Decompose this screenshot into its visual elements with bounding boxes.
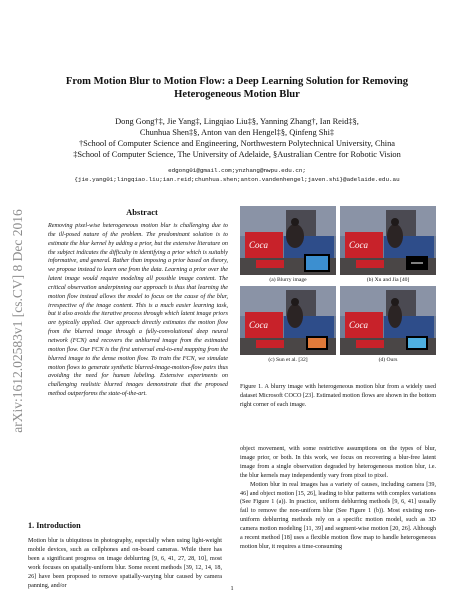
- email-line-1: edgong01@gmail.com;ynzhang@nwpu.edu.cn;: [168, 167, 306, 174]
- street-scene-image: [240, 286, 336, 355]
- street-scene-image: [240, 206, 336, 275]
- arxiv-stamp: arXiv:1612.02583v1 [cs.CV] 8 Dec 2016: [10, 209, 25, 433]
- svg-text:Coca: Coca: [349, 240, 368, 250]
- svg-text:Coca: Coca: [249, 320, 268, 330]
- author-line-2: Chunhua Shen‡§, Anton van den Hengel‡§, Qinfeng Shi‡: [139, 128, 335, 137]
- introduction-heading: 1. Introduction: [28, 521, 81, 530]
- svg-text:Coca: Coca: [349, 320, 368, 330]
- figure-panel-blurry: [240, 206, 336, 275]
- right-column-body: [240, 445, 436, 552]
- street-scene-image: [340, 206, 436, 275]
- author-block: [40, 116, 434, 160]
- affiliation-1: †School of Computer Science and Engineering, Northwestern Polytechnical University, China: [78, 139, 395, 148]
- subcaption-d: (d) Ours: [378, 357, 398, 363]
- email-block: [30, 166, 444, 184]
- subcaption-b: (b) Xu and Jia [40]: [366, 277, 410, 283]
- abstract-heading: Abstract: [126, 207, 158, 217]
- figure-panel-sun: [240, 286, 336, 355]
- svg-text:Coca: Coca: [249, 240, 268, 250]
- abstract-body: Removing pixel-wise heterogeneous motion blur is challenging due to the ill-posed nature of the problem. The predominant solution is to estimate the blur kernel by adding a prior, but the extensive literature on the subject indicates the difficulty in identifying a prior which is suitably informative, and general. Rather than imposing a prior based on theory, we propose instead to learn one from the data. Learning a prior over the latent image would require modeling all possible image content. The critical observation underpinning our approach is thus that learning the motion flow instead allows the model to focus on the cause of the blur, irrespective of the image content. This is a much easier learning task, but it also avoids the iterative process through which latent image priors are typically applied. Our approach directly estimates the motion flow from the blurred image through a fully-convolutional deep neural network (FCN) and recovers the unblurred image from the estimated motion flow. Our FCN is the first universal end-to-end mapping from the blurred image to the dense motion flow. To train the FCN, we simulate motion flows to generate synthetic blurred-image-motion-flow pairs thus avoiding the need for human labeling. Extensive experiments on challenging realistic blurred images demonstrate that the proposed method outperforms the state-of-the-art.: [48, 223, 228, 398]
- author-line-1: Dong Gong†‡, Jie Yang‡, Lingqiao Liu‡§, Yanning Zhang†, Ian Reid‡§,: [115, 117, 359, 126]
- street-scene-image: [340, 286, 436, 355]
- figure-panel-xu-jia: [340, 206, 436, 275]
- page-number: 1: [230, 585, 234, 592]
- paragraph: object movement, with some restrictive assumptions on the types of blur, image prior, or both. In this work, we focus on recovering a blur-free latent image from a single observation degraded by heterogeneous motion blur, i.e. the blur kernels may independently vary from pixel to pixel.: [240, 446, 436, 479]
- paragraph: Motion blur in real images has a variety of causes, including camera [39, 46] and object motion [15, 26], leading to blur patterns with complex variations (See Figure 1 (a)). In practice, uniform deblurring methods [9, 6, 41] usually fail to remove the non-uniform blur (See Figure 1 (b)). Most existing non-uniform deblurring methods rely on a specific motion model, such as 3D camera motion modeling [11, 39] and segment-wise motion [20, 26]. Although a recent method [18] uses a flexible motion flow map to handle heterogeneous motion blur, it requires a time-consuming: [240, 481, 436, 550]
- figure-1: [240, 206, 436, 383]
- subcaption-a: (a) Blurry image: [269, 277, 307, 283]
- email-line-2: {jie.yang01;lingqiao.liu;ian.reid;chunhua.shen;anton.vandenhengel;javen.shi}@adelaide.edu.au: [74, 176, 400, 183]
- figure-1-caption: Figure 1. A blurry image with heterogeneous motion blur from a widely used dataset Microsoft COCO [23]. Estimated motion flows are shown in the bottom right corner of each image.: [240, 384, 436, 408]
- paper-title: From Motion Blur to Motion Flow: a Deep Learning Solution for Removing Heterogeneous Motion Blur: [65, 76, 409, 100]
- figure-panel-ours: [340, 286, 436, 355]
- subcaption-c: (c) Sun et al. [32]: [268, 357, 308, 363]
- introduction-body: Motion blur is ubiquitous in photography, especially when using light-weight mobile devices, such as cellphones and on-board cameras. While there has been a significant progress on image deblurring [9, 6, 41, 27, 28, 10], most work focuses on spatially-uniform blur. Some recent methods [39, 12, 14, 18, 26] have been proposed to remove spatially-varying blur caused by camera panning, and/or: [28, 538, 222, 589]
- affiliation-2: ‡School of Computer Science, The University of Adelaide, §Australian Centre for Robotic Vision: [73, 150, 401, 159]
